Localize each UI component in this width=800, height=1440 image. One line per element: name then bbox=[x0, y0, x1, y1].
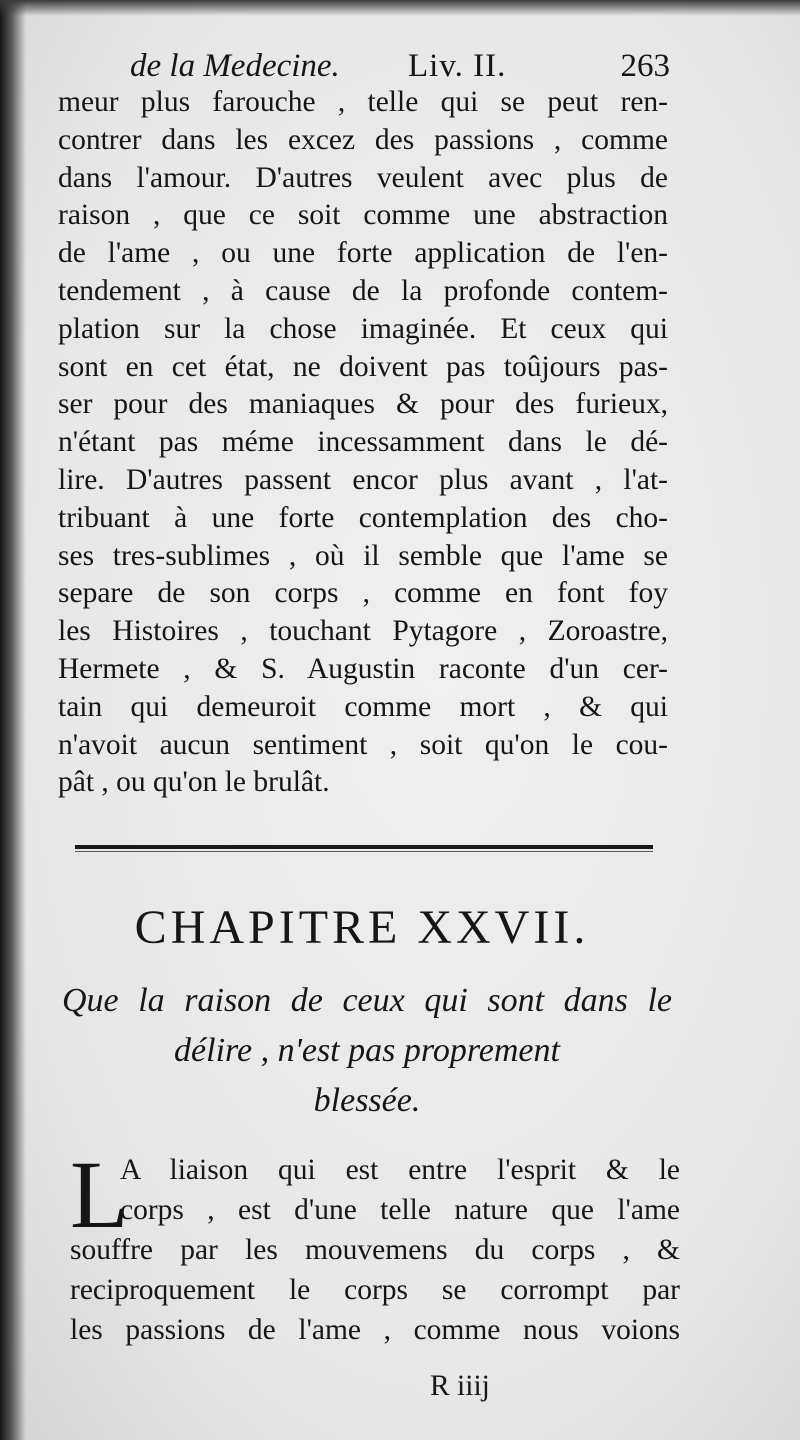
text-line: tendement , à cause de la profonde contem- bbox=[58, 274, 668, 307]
subtitle-line: Que la raison de ceux qui sont dans le bbox=[62, 982, 672, 1019]
page-number: 263 bbox=[620, 48, 670, 84]
text-line: de l'ame , ou une forte application de l'en- bbox=[58, 237, 668, 270]
text-line: A liaison qui est entre l'esprit & le bbox=[120, 1154, 680, 1186]
chapter-subtitle bbox=[62, 976, 672, 1126]
text-line: tain qui demeuroit comme mort , & qui bbox=[58, 690, 668, 723]
body-text bbox=[58, 84, 668, 802]
drop-cap: L bbox=[70, 1141, 129, 1248]
text-line: n'avoit aucun sentiment , soit qu'on le cou- bbox=[58, 728, 668, 761]
subtitle-line: délire , n'est pas proprement bbox=[174, 1032, 560, 1069]
chapter-paragraph bbox=[70, 1141, 680, 1350]
text-line: separe de son corps , comme en font foy bbox=[58, 577, 668, 610]
chapter-heading: CHAPITRE XXVII. bbox=[134, 901, 590, 954]
text-line: n'étant pas méme incessamment dans le dé- bbox=[58, 426, 668, 459]
running-header bbox=[130, 44, 670, 88]
text-line: corps , est d'une telle nature que l'ame bbox=[120, 1194, 680, 1226]
running-title: de la Medecine. bbox=[130, 48, 340, 84]
text-line: plation sur la chose imaginée. Et ceux qui bbox=[58, 312, 668, 345]
text-line: raison , que ce soit comme une abstraction bbox=[58, 199, 668, 232]
text-line: sont en cet état, ne doivent pas toûjours pas- bbox=[58, 350, 668, 383]
section-divider-rule bbox=[75, 842, 653, 852]
text-line: meur plus farouche , telle qui se peut ren- bbox=[58, 86, 668, 118]
text-line: ser pour des maniaques & pour des furieux, bbox=[58, 388, 668, 421]
text-line: reciproquement le corps se corrompt par bbox=[70, 1274, 680, 1306]
text-line: souffre par les mouvemens du corps , & bbox=[70, 1234, 680, 1266]
text-line: contrer dans les excez des passions , comme bbox=[58, 123, 668, 156]
text-line: les Histoires , touchant Pytagore , Zoroastre, bbox=[58, 615, 668, 648]
text-line: dans l'amour. D'autres veulent avec plus de bbox=[58, 161, 668, 194]
text-line: Hermete , & S. Augustin raconte d'un cer- bbox=[58, 652, 668, 685]
book-number: Liv. II. bbox=[408, 48, 507, 84]
text-line: tribuant à une forte contemplation des cho- bbox=[58, 501, 668, 534]
text-line: ses tres-sublimes , où il semble que l'ame se bbox=[58, 539, 668, 572]
signature-mark: R iiij bbox=[430, 1370, 490, 1402]
text-line: pât , ou qu'on le brulât. bbox=[58, 766, 330, 799]
page-gutter-shadow bbox=[0, 0, 26, 1440]
text-line: lire. D'autres passent encor plus avant , l'at- bbox=[58, 463, 668, 496]
page-top-shadow bbox=[0, 0, 800, 16]
subtitle-line: blessée. bbox=[313, 1082, 421, 1119]
text-line: les passions de l'ame , comme nous voions bbox=[70, 1314, 680, 1346]
